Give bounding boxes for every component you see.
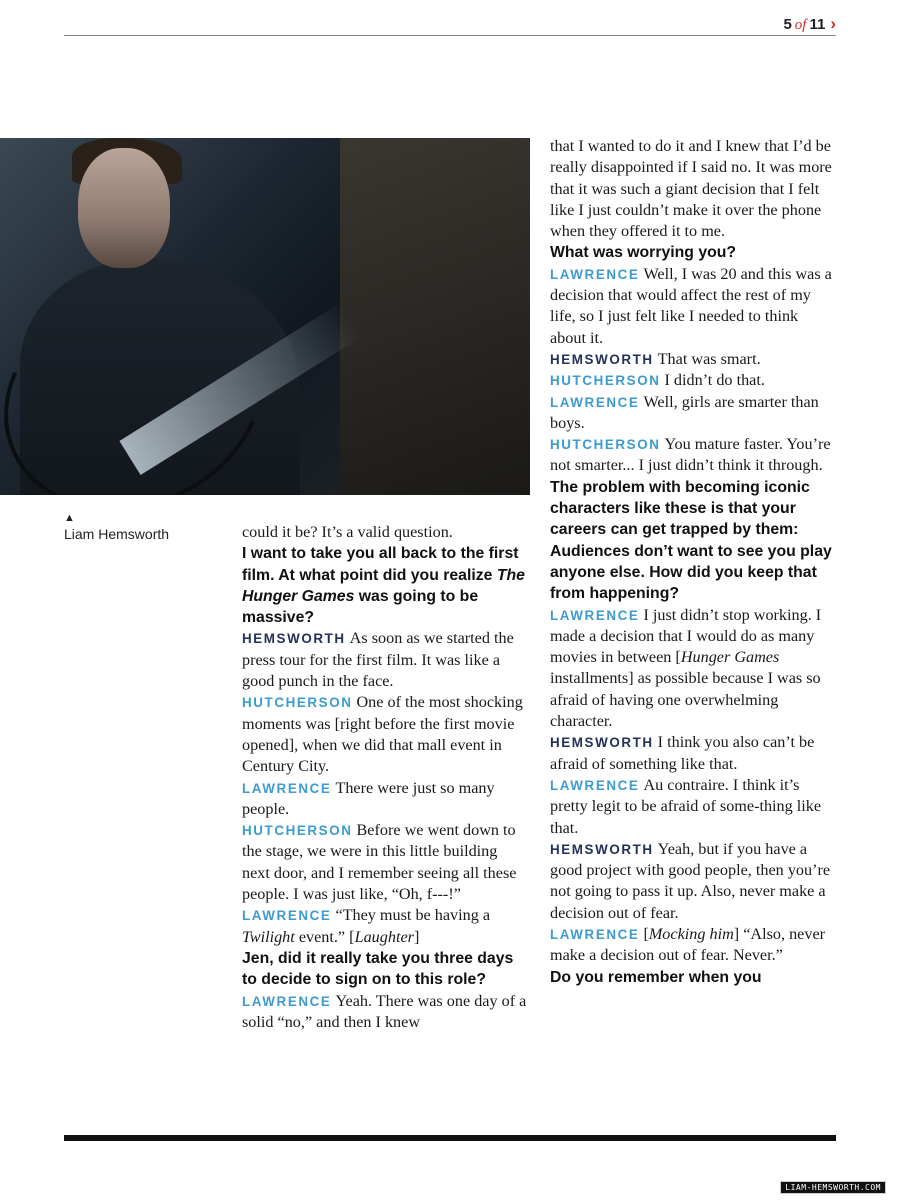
answer-text: You mature faster. You’re not smarter... I just didn’t think it through.: [550, 435, 831, 475]
caption-text: Liam Hemsworth: [64, 526, 170, 542]
photo-caption: [64, 512, 224, 542]
interview-answer: [242, 628, 528, 692]
interview-answer: [550, 839, 838, 924]
interview-question: What was worrying you?: [550, 244, 737, 262]
interview-answer: [242, 991, 528, 1034]
hero-photo: [0, 138, 530, 495]
page-indicator: [783, 14, 836, 34]
answer-text: Before we went down to the stage, we were in this little building next door, and I remember seeing all these people. I was just like, “Oh, f---!”: [242, 821, 517, 904]
top-divider: [64, 35, 836, 36]
answer-text: [Mocking him] “Also, never make a decision out of fear. Never.”: [550, 924, 826, 965]
interview-answer: [550, 775, 838, 839]
site-watermark: LIAM-HEMSWORTH.COM: [780, 1181, 886, 1194]
speaker-name: LAWRENCE: [550, 777, 640, 793]
photo-wall: [340, 138, 530, 495]
answer-text: That was smart.: [657, 349, 761, 368]
speaker-name: LAWRENCE: [242, 780, 332, 796]
answer-text: I didn’t do that.: [664, 371, 765, 390]
article-column-1: [242, 522, 528, 1033]
interview-answer: [550, 264, 838, 349]
speaker-name: HEMSWORTH: [550, 351, 654, 367]
answer-text: Well, girls are smarter than boys.: [550, 392, 819, 432]
speaker-name: HEMSWORTH: [242, 631, 346, 647]
article-column-2: [550, 136, 838, 988]
interview-answer: [550, 349, 838, 370]
speaker-name: LAWRENCE: [242, 993, 332, 1009]
answer-text: As soon as we started the press tour for the first film. It was like a good punch in the face.: [242, 629, 514, 691]
answer-text: Well, I was 20 and this was a decision that would affect the rest of my life, so I just felt like I needed to think about it.: [550, 264, 832, 347]
answer-text: “They must be having a Twilight event.” [Laughter]: [242, 906, 491, 946]
interview-question: Jen, did it really take you three days to decide to sign on to this role?: [242, 949, 514, 989]
answer-text: Yeah, but if you have a good project with good people, then you’re not going to pass it up. Also, never make a decision out of fear.: [550, 839, 831, 922]
answer-text: Yeah. There was one day of a solid “no,” and then I knew: [242, 991, 527, 1031]
interview-answer: [550, 732, 838, 775]
speaker-name: LAWRENCE: [550, 607, 640, 623]
interview-question: The problem with becoming iconic characters like these is that your careers can get trapped by them: Audiences don’t want to see you play anyone else. How did you keep that from happening?: [550, 478, 832, 603]
interview-question: I want to take you all back to the first film. At what point did you realize The Hunger Games was going to be massive?: [242, 545, 525, 627]
interview-answer: [550, 924, 838, 967]
chevron-right-icon[interactable]: ›: [830, 14, 836, 33]
answer-text: One of the most shocking moments was [right before the first movie opened], when we did that mall event in Century City.: [242, 693, 523, 776]
speaker-name: HUTCHERSON: [550, 373, 661, 389]
caption-triangle-icon: ▲: [64, 512, 75, 524]
interview-answer: [242, 692, 528, 777]
interview-answer: [242, 905, 528, 948]
body-text: could it be? It’s a valid question.: [242, 523, 453, 541]
speaker-name: HUTCHERSON: [550, 437, 661, 453]
interview-question: Do you remember when you: [550, 968, 762, 986]
speaker-name: HEMSWORTH: [550, 735, 654, 751]
body-text: that I wanted to do it and I knew that I’d be really disappointed if I said no. It was more that it was such a giant decision that I felt like I just couldn’t make it over the phone when they offered it to me.: [550, 137, 832, 241]
photo-figure-face: [78, 148, 170, 268]
interview-answer: [550, 370, 838, 391]
speaker-name: LAWRENCE: [550, 394, 640, 410]
bottom-divider: [64, 1135, 836, 1141]
interview-answer: [242, 820, 528, 905]
speaker-name: HEMSWORTH: [550, 841, 654, 857]
page-of: of: [794, 17, 807, 33]
answer-text: I just didn’t stop working. I made a decision that I would do as many movies in between [Hunger Games installments] as possible because I was so afraid of having one overwhelming character.: [550, 605, 822, 731]
page-current: 5: [783, 16, 792, 33]
speaker-name: HUTCHERSON: [242, 823, 353, 839]
page-total: 11: [809, 16, 826, 33]
speaker-name: LAWRENCE: [550, 926, 640, 942]
answer-text: I think you also can’t be afraid of something like that.: [550, 733, 815, 773]
interview-answer: [550, 434, 838, 477]
answer-text: There were just so many people.: [242, 778, 495, 818]
interview-answer: [550, 392, 838, 435]
interview-answer: [242, 778, 528, 821]
answer-text: Au contraire. I think it’s pretty legit to be afraid of some-thing like that.: [550, 775, 822, 837]
speaker-name: HUTCHERSON: [242, 695, 353, 711]
speaker-name: LAWRENCE: [242, 908, 332, 924]
interview-answer: [550, 605, 838, 733]
speaker-name: LAWRENCE: [550, 266, 640, 282]
